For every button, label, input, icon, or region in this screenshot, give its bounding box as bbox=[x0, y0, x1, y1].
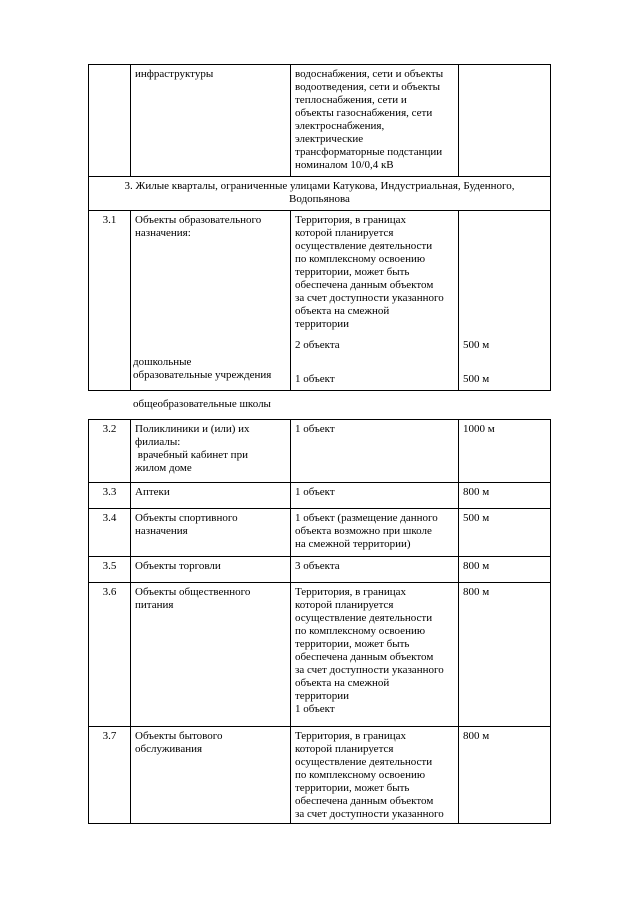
spacer bbox=[463, 305, 546, 318]
description-line: водоотведения, сети и объекты bbox=[295, 81, 441, 93]
section-header-row bbox=[89, 177, 551, 211]
table-row bbox=[89, 583, 551, 727]
table-row-continuation bbox=[89, 65, 551, 177]
facility-name-line: инфраструктуры bbox=[135, 68, 214, 80]
facility-description-cell: 1 объект bbox=[291, 420, 459, 483]
spacer bbox=[295, 352, 454, 365]
description-line: обеспечена данным объектом bbox=[295, 795, 434, 807]
distance-cell: 800 м bbox=[459, 557, 551, 583]
distance-cell: 1000 м bbox=[459, 420, 551, 483]
facility-description-cell bbox=[291, 211, 459, 391]
description-line: обеспечена данным объектом bbox=[295, 279, 434, 291]
preschool-count: 2 объекта bbox=[295, 339, 340, 351]
row-number-cell: 3.5 bbox=[89, 557, 131, 583]
facility-name-cell: Объекты торговли bbox=[131, 557, 291, 583]
description-line: которой планируется bbox=[295, 227, 394, 239]
description-line: водоснабжения, сети и объекты bbox=[295, 68, 444, 80]
description-line: осуществление деятельности bbox=[295, 756, 433, 768]
description-line: номиналом 10/0,4 кВ bbox=[295, 159, 394, 171]
facility-name-line: Поликлиники и (или) их bbox=[135, 423, 250, 435]
spacer bbox=[463, 279, 546, 292]
facility-name-cell bbox=[131, 509, 291, 557]
row-number-cell: 3.1 bbox=[89, 211, 131, 391]
distance-cell: 500 м bbox=[459, 509, 551, 557]
description-line: территории, может быть bbox=[295, 638, 410, 650]
description-line: 1 объект bbox=[295, 703, 335, 715]
table-row bbox=[89, 727, 551, 824]
spacer bbox=[463, 227, 546, 240]
facility-name-line: обслуживания bbox=[135, 743, 203, 755]
spacer bbox=[463, 352, 546, 365]
description-line: территории, может быть bbox=[295, 266, 410, 278]
table-row bbox=[89, 420, 551, 483]
facility-name-cell bbox=[131, 727, 291, 824]
row-number-cell: 3.6 bbox=[89, 583, 131, 727]
row-number-cell: 3.7 bbox=[89, 727, 131, 824]
description-line: по комплексному освоению bbox=[295, 769, 426, 781]
description-line: 1 объект (размещение данного bbox=[295, 512, 438, 524]
description-line: объекты газоснабжения, сети bbox=[295, 107, 433, 119]
facilities-table bbox=[88, 64, 551, 391]
distance-cell: 800 м bbox=[459, 727, 551, 824]
description-line: осуществление деятельности bbox=[295, 612, 433, 624]
description-line: которой планируется bbox=[295, 743, 394, 755]
description-line: объекта на смежной bbox=[295, 305, 390, 317]
facility-name-line: филиалы: bbox=[135, 436, 181, 448]
distance-cell: 800 м bbox=[459, 583, 551, 727]
description-line: Территория, в границах bbox=[295, 586, 407, 598]
facility-name-cell bbox=[131, 583, 291, 727]
table-row bbox=[89, 509, 551, 557]
row-number-cell: 3.4 bbox=[89, 509, 131, 557]
description-line: объекта на смежной bbox=[295, 677, 390, 689]
facility-name-line: назначения bbox=[135, 525, 188, 537]
school-label-line: общеобразовательные школы bbox=[133, 398, 271, 410]
description-line: трансформаторные подстанции bbox=[295, 146, 443, 158]
description-line: электрические bbox=[295, 133, 364, 145]
description-line: территории, может быть bbox=[295, 782, 410, 794]
facility-description-cell bbox=[291, 65, 459, 177]
section-title-line: 3. Жилые кварталы, ограниченные улицами Катукова, Индустриальная, Буденного, bbox=[124, 180, 515, 192]
description-line: Территория, в границах bbox=[295, 214, 407, 226]
description-line: Территория, в границах bbox=[295, 730, 407, 742]
school-label bbox=[133, 398, 285, 411]
preschool-label-line: образовательные учреждения bbox=[133, 369, 272, 381]
row-number-cell: 3.3 bbox=[89, 483, 131, 509]
facility-name-cell bbox=[131, 420, 291, 483]
facility-name-line: Объекты общественного bbox=[135, 586, 251, 598]
description-line: за счет доступности указанного bbox=[295, 292, 444, 304]
facility-description-cell: 1 объект bbox=[291, 483, 459, 509]
table-row bbox=[89, 557, 551, 583]
description-line: территории bbox=[295, 690, 350, 702]
row-number-cell bbox=[89, 65, 131, 177]
facility-name-line: врачебный кабинет при bbox=[135, 449, 248, 461]
facility-name-line: питания bbox=[135, 599, 174, 611]
description-line: по комплексному освоению bbox=[295, 253, 426, 265]
preschool-label bbox=[133, 356, 285, 382]
preschool-distance: 500 м bbox=[463, 339, 490, 351]
distance-cell bbox=[459, 211, 551, 391]
spacer bbox=[463, 318, 546, 331]
description-line: которой планируется bbox=[295, 599, 394, 611]
row-number-cell: 3.2 bbox=[89, 420, 131, 483]
facility-name-line: Объекты бытового bbox=[135, 730, 223, 742]
school-distance: 500 м bbox=[463, 373, 490, 385]
spacer bbox=[463, 214, 546, 227]
spacer bbox=[463, 240, 546, 253]
description-line: обеспечена данным объектом bbox=[295, 651, 434, 663]
distance-cell bbox=[459, 65, 551, 177]
spacer bbox=[463, 253, 546, 266]
description-line: на смежной территории) bbox=[295, 538, 411, 550]
description-line: осуществление деятельности bbox=[295, 240, 433, 252]
facility-name-cell: Аптеки bbox=[131, 483, 291, 509]
description-line: за счет доступности указанного bbox=[295, 664, 444, 676]
school-count: 1 объект bbox=[295, 373, 335, 385]
facility-description-cell bbox=[291, 727, 459, 824]
description-line: по комплексному освоению bbox=[295, 625, 426, 637]
facility-description-cell bbox=[291, 583, 459, 727]
description-line: объекта возможно при школе bbox=[295, 525, 432, 537]
preschool-label-line: дошкольные bbox=[133, 356, 192, 368]
facility-name-line: жилом доме bbox=[135, 462, 192, 474]
spacer bbox=[463, 292, 546, 305]
description-line: территории bbox=[295, 318, 350, 330]
description-line: за счет доступности указанного bbox=[295, 808, 444, 820]
section-title bbox=[89, 177, 551, 211]
spacer bbox=[463, 266, 546, 279]
description-line: электроснабжения, bbox=[295, 120, 385, 132]
description-line: теплоснабжения, сети и bbox=[295, 94, 407, 106]
facility-description-cell bbox=[291, 509, 459, 557]
table-row bbox=[89, 483, 551, 509]
facility-name-line: Объекты образовательного bbox=[135, 214, 262, 226]
facilities-table-continued bbox=[88, 419, 551, 824]
section-title-line: Водопьянова bbox=[289, 193, 350, 205]
distance-cell: 800 м bbox=[459, 483, 551, 509]
facility-name-cell bbox=[131, 65, 291, 177]
facility-name-line: назначения: bbox=[135, 227, 191, 239]
facility-description-cell: 3 объекта bbox=[291, 557, 459, 583]
facility-name-line: Объекты спортивного bbox=[135, 512, 238, 524]
